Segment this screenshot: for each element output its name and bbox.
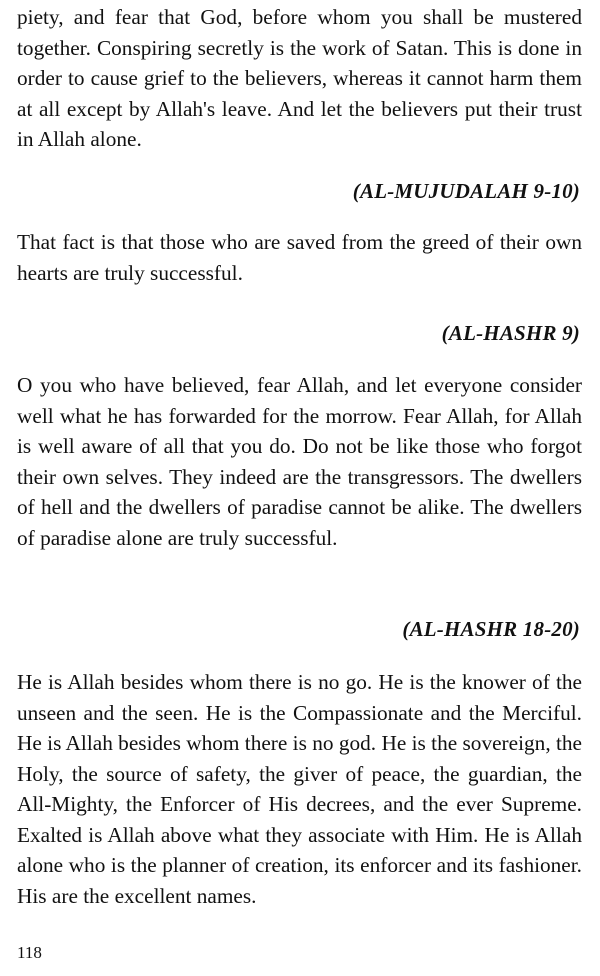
reference-al-hashr-9: (AL-HASHR 9) — [441, 321, 580, 345]
paragraph-piety: piety, and fear that God, before whom you shall be mustered together. Conspiring secretly is the work of Satan. This is done in order to cause grief to the believers, whereas it cannot harm them at all except by Allah's leave. And let the believers put their trust in Allah alone. — [17, 5, 582, 151]
reference-al-mujudalah: (AL-MUJUDALAH 9-10) — [352, 179, 580, 203]
paragraph-o-you-who-believed: O you who have believed, fear Allah, and let everyone consider well what he has forwarded for the morrow. Fear Allah, for Allah is well aware of all that you do. Do not be like those who forgot their own selves. They indeed are the transgressors. The dwellers of hell and the dwellers of paradise cannot be alike. The dwellers of paradise alone are truly successful. — [17, 373, 582, 550]
paragraph-he-is-allah: He is Allah besides whom there is no go. He is the knower of the unseen and the seen. He is the Compassionate and the Merciful. He is Allah besides whom there is no god. He is the sovereign, the Holy, the source of safety, the giver of peace, the guardian, the All-Mighty, the Enforcer of His decrees, and the ever Supreme. Exalted is Allah above what they associate with Him. He is Allah alone who is the planner of creation, its enforcer and its fashioner. His are the excellent names. — [17, 670, 582, 908]
paragraph-greed: That fact is that those who are saved from the greed of their own hearts are truly successful. — [17, 230, 582, 285]
reference-al-hashr-18-20: (AL-HASHR 18-20) — [402, 617, 580, 641]
page-number: 118 — [17, 943, 42, 962]
